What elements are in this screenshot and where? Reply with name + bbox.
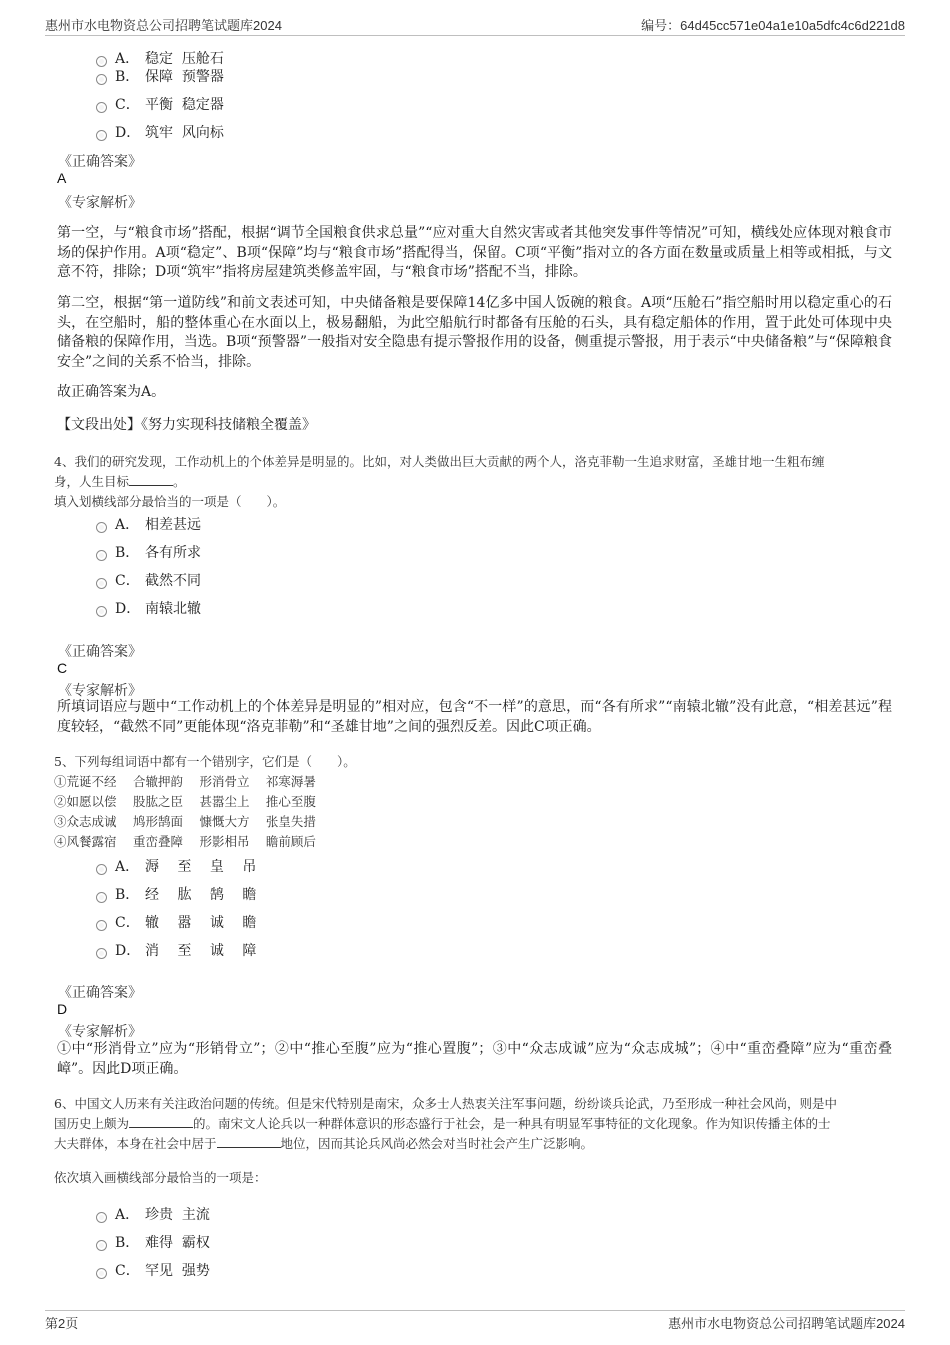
radio-icon[interactable] (96, 102, 107, 113)
analysis-paragraph-2: 第二空，根据“第一道防线”和前文表述可知，中央储备粮是要保障14亿多中国人饭碗的粮食。A项“压舱石”指空船时用以稳定重心的石头，在空船时，船的整体重心在水面以上，极易翻船，为此空船航行时都备有压舱的石头，具有稳定船体的作用，置于此处可体现中央储备粮的保障作用，当选。B项“预警器”一般指对安全隐患有提示警报作用的设备，侧重提示警报，用于表示“中央储备粮”与“保障粮食安全”之间的关系不恰当，排除。 (57, 295, 892, 370)
option-text: 辙 嚣 诚 瞻 (145, 915, 257, 931)
q5-analysis: ①中“形消骨立”应为“形销骨立”；②中“推心至腹”应为“推心置腹”；③中“众志成诚”应为“众志成城”；④中“重峦叠障”应为“重峦叠嶂”。因此D项正确。 (57, 1041, 892, 1077)
option-letter: A． (115, 51, 140, 67)
option-text: 截然不同 (145, 573, 201, 589)
option-letter: A． (115, 517, 140, 533)
radio-icon[interactable] (96, 606, 107, 617)
option-letter: A． (115, 1207, 140, 1223)
q3-option-a[interactable] (96, 48, 224, 68)
option-text: 经 肱 鹄 瞻 (145, 887, 257, 903)
q4-stem-end: 。 (173, 474, 186, 489)
q3-option-d[interactable] (96, 122, 224, 142)
radio-icon[interactable] (96, 550, 107, 561)
radio-icon[interactable] (96, 130, 107, 141)
radio-icon[interactable] (96, 578, 107, 589)
footer-divider (45, 1310, 905, 1311)
option-text: 相差甚远 (145, 517, 201, 533)
q6-prompt: 依次填入画横线部分最恰当的一项是： (54, 1170, 267, 1185)
q4-stem-continued (54, 472, 186, 490)
fill-blank (129, 473, 173, 486)
fill-blank (129, 1115, 193, 1128)
q4-analysis: 所填词语应与题中“工作动机上的个体差异是明显的”相对应，包含“不一样”的意思，而“各有所求”“南辕北辙”没有此意，“相差甚远”程度较轻，“截然不同”更能体现“洛克菲勒”和“圣雄甘地”之间的强烈反差。因此C项正确。 (57, 699, 892, 735)
q5-option-c[interactable] (96, 912, 256, 932)
analysis-label: 《专家解析》 (58, 683, 142, 699)
header-title: 惠州市水电物资总公司招聘笔试题库2024 (45, 18, 282, 33)
q6-text: 国历史上颇为 (54, 1116, 130, 1131)
answer-label: 《正确答案》 (58, 644, 142, 660)
radio-icon[interactable] (96, 892, 107, 903)
option-letter: D． (115, 601, 141, 617)
footer-title: 惠州市水电物资总公司招聘笔试题库2024 (668, 1316, 905, 1331)
option-text: 消 至 诚 障 (145, 943, 257, 959)
answer-value: A (57, 170, 67, 186)
q4-prompt: 填入划横线部分最恰当的一项是（ ）。 (54, 494, 286, 509)
analysis-conclusion: 故正确答案为A。 (57, 384, 166, 400)
radio-icon[interactable] (96, 948, 107, 959)
radio-icon[interactable] (96, 1268, 107, 1279)
answer-label: 《正确答案》 (58, 985, 142, 1001)
q4-stem: 4、我们的研究发现，工作动机上的个体差异是明显的。比如，对人类做出巨大贡献的两个人，洛克菲勒一生追求财富，圣雄甘地一生粗布缠 (54, 454, 825, 469)
source-citation: 【文段出处】《努力实现科技储粮全覆盖》 (57, 417, 316, 433)
option-letter: D． (115, 125, 141, 141)
option-letter: B． (115, 887, 140, 903)
page-number: 第2页 (45, 1316, 79, 1331)
option-text: 平衡 稳定器 (145, 97, 224, 113)
option-text: 保障 预警器 (145, 69, 224, 85)
option-text: 罕见 强势 (145, 1263, 210, 1279)
option-letter: C． (115, 573, 140, 589)
q5-row-3: ③众志成诚 鸠形鹄面 慷慨大方 张皇失措 (54, 814, 316, 829)
q5-option-d[interactable] (96, 940, 256, 960)
q6-option-b[interactable] (96, 1232, 210, 1252)
radio-icon[interactable] (96, 522, 107, 533)
fill-blank (217, 1135, 281, 1148)
q6-text: 地位，因而其论兵风尚必然会对当时社会产生广泛影响。 (280, 1136, 594, 1151)
q6-text: 的。南宋文人论兵以一种群体意识的形态盛行于社会，是一种具有明显军事特征的文化现象。作为知识传播主体的士 (193, 1116, 831, 1131)
answer-label: 《正确答案》 (58, 154, 142, 170)
option-text: 南辕北辙 (145, 601, 201, 617)
analysis-label: 《专家解析》 (58, 1024, 142, 1040)
option-letter: A． (115, 859, 140, 875)
option-text: 稳定 压舱石 (145, 51, 224, 67)
analysis-label: 《专家解析》 (58, 195, 142, 211)
option-text: 难得 霸权 (145, 1235, 210, 1251)
q6-stem-line-3 (54, 1134, 593, 1152)
option-letter: C． (115, 915, 140, 931)
answer-value: D (57, 1001, 68, 1017)
q3-option-b[interactable] (96, 66, 224, 86)
q6-stem-line-2 (54, 1114, 831, 1132)
radio-icon[interactable] (96, 920, 107, 931)
q4-stem-text: 身，人生目标 (54, 474, 130, 489)
option-letter: C． (115, 97, 140, 113)
radio-icon[interactable] (96, 74, 107, 85)
answer-value: C (57, 660, 68, 676)
q4-option-c[interactable] (96, 570, 201, 590)
q5-stem: 5、下列每组词语中都有一个错别字，它们是（ ）。 (54, 754, 356, 769)
analysis-paragraph-1: 第一空，与“粮食市场”搭配，根据“调节全国粮食供求总量”“应对重大自然灾害或者其他突发事件等情况”可知，横线处应体现对粮食市场的保护作用。A项“稳定”、B项“保障”均与“粮食市场”搭配得当，保留。C项“平衡”指对立的各方面在数量或质量上相等或相抵，与文意不符，排除；D项“筑牢”指将房屋建筑类修盖牢固，与“粮食市场”搭配不当，排除。 (57, 225, 892, 280)
option-letter: B． (115, 69, 140, 85)
option-text: 筑牢 风向标 (145, 125, 224, 141)
q5-row-1: ①荒诞不经 合辙押韵 形消骨立 祁寒溽暑 (54, 774, 316, 789)
option-text: 溽 至 皇 吊 (145, 859, 257, 875)
radio-icon[interactable] (96, 1240, 107, 1251)
option-text: 珍贵 主流 (145, 1207, 210, 1223)
q5-row-2: ②如愿以偿 股肱之臣 甚嚣尘上 推心至腹 (54, 794, 316, 809)
q3-option-c[interactable] (96, 94, 224, 114)
option-letter: C． (115, 1263, 140, 1279)
q6-text: 大夫群体，本身在社会中居于 (54, 1136, 217, 1151)
q6-option-c[interactable] (96, 1260, 210, 1280)
option-letter: D． (115, 943, 141, 959)
q6-option-a[interactable] (96, 1204, 210, 1224)
option-letter: B． (115, 1235, 140, 1251)
q4-option-d[interactable] (96, 598, 201, 618)
q6-stem-line-1: 6、中国文人历来有关注政治问题的传统。但是宋代特别是南宋，众多士人热衷关注军事问题，纷纷谈兵论武，乃至形成一种社会风尚，则是中 (54, 1096, 837, 1111)
radio-icon[interactable] (96, 864, 107, 875)
document-id: 编号：64d45cc571e04a1e10a5dfc4c6d221d8 (641, 18, 905, 33)
option-text: 各有所求 (145, 545, 201, 561)
q4-option-a[interactable] (96, 514, 201, 534)
q5-row-4: ④风餐露宿 重峦叠障 形影相吊 瞻前顾后 (54, 834, 316, 849)
q4-option-b[interactable] (96, 542, 201, 562)
radio-icon[interactable] (96, 1212, 107, 1223)
q5-option-b[interactable] (96, 884, 256, 904)
q5-option-a[interactable] (96, 856, 256, 876)
option-letter: B． (115, 545, 140, 561)
header-divider (45, 35, 905, 36)
